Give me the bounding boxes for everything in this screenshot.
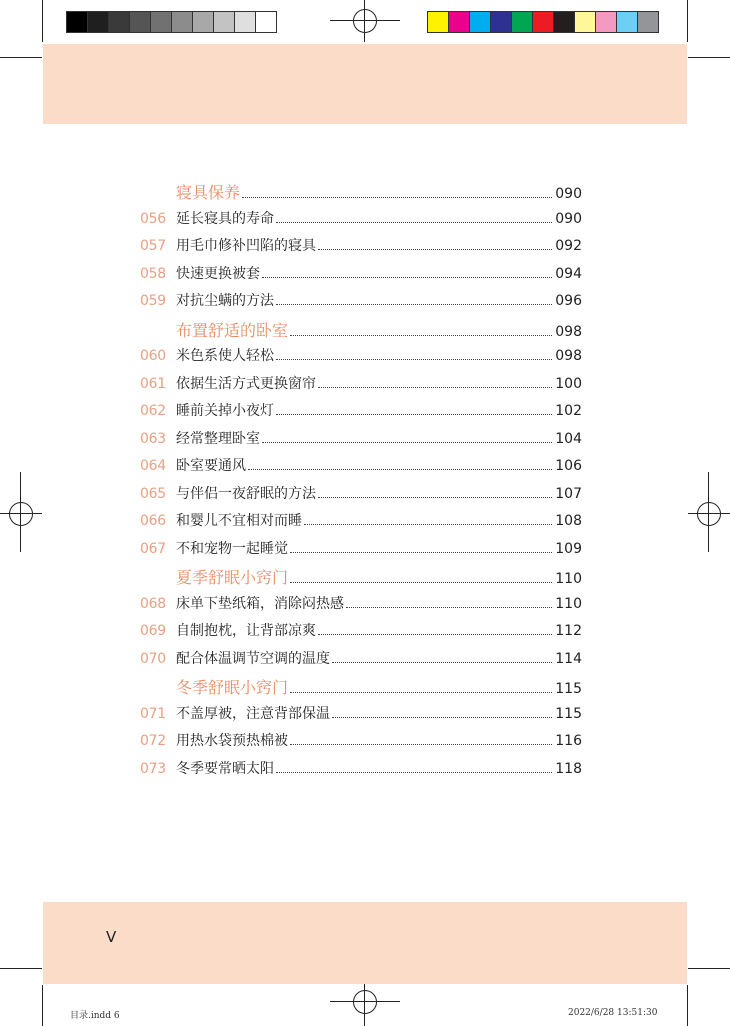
crop-mark [0, 968, 42, 969]
crop-mark [42, 0, 43, 42]
color-swatch [574, 11, 596, 33]
header-band [43, 44, 687, 124]
slug-timestamp: 2022/6/28 13:51:30 [568, 1008, 658, 1018]
color-swatch [129, 11, 151, 33]
dot-leader [290, 551, 552, 553]
dot-leader [276, 303, 552, 305]
color-swatch [511, 11, 533, 33]
page-folio: V [106, 928, 117, 946]
toc-entry-number: 062 [140, 403, 166, 419]
color-swatch [108, 11, 130, 33]
color-swatch [595, 11, 617, 33]
toc-entry [140, 263, 582, 291]
toc-section [140, 675, 582, 703]
dot-leader [242, 196, 552, 198]
crop-mark [687, 0, 688, 42]
toc-entry [140, 483, 582, 511]
dot-leader [332, 661, 552, 663]
dot-leader [276, 221, 552, 223]
toc-page-number: 100 [555, 375, 582, 392]
toc-entry [140, 208, 582, 236]
dot-leader [276, 413, 552, 415]
slug-filename: 目录.indd 6 [70, 1011, 120, 1021]
dot-leader [290, 743, 552, 745]
dot-leader [318, 386, 552, 388]
toc-entry-title: 与伴侣一夜舒眠的方法 [176, 485, 316, 502]
toc-page-number: 096 [555, 293, 582, 309]
toc-page-number: 106 [555, 458, 582, 474]
toc-page-number: 090 [555, 210, 582, 227]
toc-entry-number: 061 [140, 375, 166, 392]
color-swatch [553, 11, 575, 33]
color-swatch [427, 11, 449, 33]
color-swatch [192, 11, 214, 33]
toc-entry-number: 059 [140, 293, 166, 309]
dot-leader [290, 334, 552, 336]
toc-entry-title: 对抗尘螨的方法 [176, 293, 274, 309]
toc-section-title: 寝具保养 [176, 183, 241, 202]
toc-section-title: 夏季舒眠小窍门 [176, 568, 289, 587]
dot-leader [318, 496, 552, 498]
toc-page-number: 107 [555, 485, 582, 502]
dot-leader [248, 468, 552, 470]
toc-page-number: 108 [555, 513, 582, 529]
toc-page-number: 092 [555, 238, 582, 254]
toc-entry-title: 配合体温调节空调的温度 [176, 650, 330, 667]
toc-entry-title: 不盖厚被，注意背部保温 [176, 705, 330, 722]
crop-mark [42, 985, 43, 1026]
toc-entry [140, 455, 582, 483]
toc-page-number: 110 [555, 571, 582, 587]
toc-entry-number: 071 [140, 705, 166, 722]
toc-page-number: 110 [555, 595, 582, 612]
toc-entry [140, 400, 582, 428]
toc-page-number: 114 [555, 650, 582, 667]
toc-entry-title: 冬季要常晒太阳 [176, 760, 274, 777]
toc-entry [140, 648, 582, 676]
toc-entry-number: 056 [140, 210, 166, 227]
color-swatch [637, 11, 659, 33]
toc-page-number: 115 [555, 705, 582, 722]
color-swatch [490, 11, 512, 33]
dot-leader [276, 358, 552, 360]
toc-entry [140, 345, 582, 373]
toc-page-number: 115 [555, 681, 582, 697]
toc-page-number: 112 [555, 623, 582, 639]
color-swatch [616, 11, 638, 33]
toc-entry-title: 自制抱枕，让背部凉爽 [176, 623, 316, 639]
toc-entry-title: 睡前关掉小夜灯 [176, 403, 274, 419]
color-swatch [66, 11, 88, 33]
toc-section [140, 318, 582, 346]
toc-entry-number: 057 [140, 238, 166, 254]
toc-entry [140, 538, 582, 566]
toc-entry-title: 用毛巾修补凹陷的寝具 [176, 238, 316, 254]
dot-leader [318, 633, 552, 635]
toc-entry-number: 069 [140, 623, 166, 639]
toc-entry-number: 063 [140, 430, 166, 447]
toc-entry [140, 510, 582, 538]
crop-mark [688, 57, 730, 58]
toc-entry-title: 不和宠物一起睡觉 [176, 540, 288, 557]
dot-leader [304, 523, 552, 525]
toc-entry [140, 620, 582, 648]
toc-entry-title: 床单下垫纸箱，消除闷热感 [176, 595, 344, 612]
toc-entry [140, 235, 582, 263]
toc-section-title: 冬季舒眠小窍门 [176, 678, 289, 697]
toc-page-number: 102 [555, 403, 582, 419]
dot-leader [276, 771, 552, 773]
toc-entry-number: 058 [140, 265, 166, 282]
toc-page-number: 109 [555, 540, 582, 557]
toc-section [140, 565, 582, 593]
toc-entry [140, 290, 582, 318]
toc-entry-title: 快速更换被套 [176, 265, 260, 282]
dot-leader [262, 441, 552, 443]
table-of-contents [140, 180, 582, 785]
toc-entry-number: 067 [140, 540, 166, 557]
color-swatch [469, 11, 491, 33]
color-bar [427, 11, 658, 33]
toc-entry-title: 卧室要通风 [176, 458, 246, 474]
color-swatch [87, 11, 109, 33]
color-swatch [150, 11, 172, 33]
toc-entry-title: 延长寝具的寿命 [176, 210, 274, 227]
dot-leader [318, 248, 552, 250]
toc-page-number: 118 [555, 760, 582, 777]
toc-entry [140, 593, 582, 621]
crop-mark [0, 57, 42, 58]
toc-entry-title: 依据生活方式更换窗帘 [176, 375, 316, 392]
toc-entry [140, 428, 582, 456]
toc-page-number: 104 [555, 430, 582, 447]
toc-page-number: 116 [555, 733, 582, 749]
crop-mark [688, 968, 730, 969]
toc-entry-number: 065 [140, 485, 166, 502]
dot-leader [290, 581, 552, 583]
dot-leader [262, 276, 552, 278]
toc-page-number: 090 [555, 186, 582, 202]
toc-entry-number: 068 [140, 595, 166, 612]
toc-section [140, 180, 582, 208]
toc-entry-number: 064 [140, 458, 166, 474]
color-swatch [171, 11, 193, 33]
toc-section-title: 布置舒适的卧室 [176, 320, 289, 340]
toc-entry [140, 373, 582, 401]
dot-leader [290, 691, 552, 693]
crop-mark [687, 985, 688, 1026]
toc-entry-number: 073 [140, 760, 166, 777]
grayscale-bar [66, 11, 276, 33]
color-swatch [234, 11, 256, 33]
toc-page-number: 098 [555, 348, 582, 364]
toc-entry-title: 米色系使人轻松 [176, 348, 274, 364]
color-swatch [532, 11, 554, 33]
toc-page-number: 094 [555, 265, 582, 282]
toc-entry [140, 703, 582, 731]
color-swatch [255, 11, 277, 33]
toc-entry-number: 060 [140, 348, 166, 364]
toc-entry-number: 072 [140, 733, 166, 749]
toc-entry-title: 和婴儿不宜相对而睡 [176, 513, 302, 529]
toc-entry-title: 用热水袋预热棉被 [176, 733, 288, 749]
toc-entry [140, 758, 582, 786]
dot-leader [332, 716, 552, 718]
color-swatch [448, 11, 470, 33]
toc-entry-number: 070 [140, 650, 166, 667]
color-swatch [213, 11, 235, 33]
toc-entry-title: 经常整理卧室 [176, 430, 260, 447]
toc-entry [140, 730, 582, 758]
footer-band [43, 902, 687, 984]
toc-page-number: 098 [555, 323, 582, 340]
dot-leader [346, 606, 552, 608]
toc-entry-number: 066 [140, 513, 166, 529]
